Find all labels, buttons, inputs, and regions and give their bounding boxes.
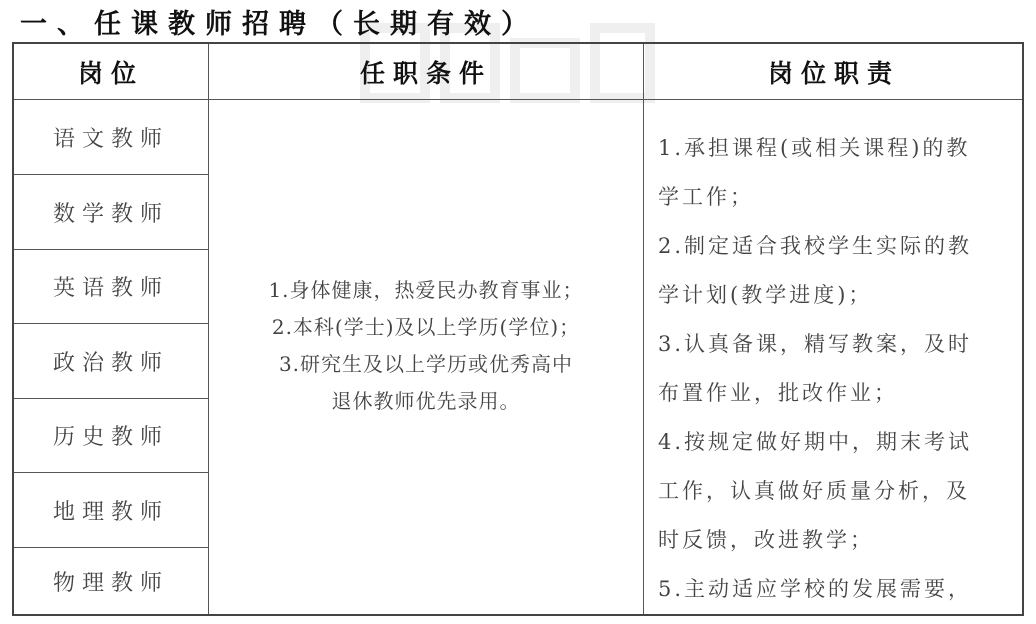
post-cell: 历史教师 xyxy=(52,425,169,450)
requirement-line: 2.本科(学士)及以上学历(学位)； xyxy=(271,315,581,339)
header-post: 岗位 xyxy=(77,59,144,88)
duty-line: 学工作； xyxy=(658,185,754,209)
section-title: 一、任课教师招聘（长期有效） xyxy=(20,9,538,40)
duty-line: 学计划(教学进度)； xyxy=(658,283,873,307)
column-divider xyxy=(643,44,644,614)
requirement-line: 3.研究生及以上学历或优秀高中 xyxy=(278,352,574,376)
header-duties: 岗位职责 xyxy=(767,59,900,88)
requirement-line: 退休教师优先录用。 xyxy=(331,389,521,413)
post-cell: 数学教师 xyxy=(52,201,169,227)
post-cell: 语文教师 xyxy=(52,126,169,152)
post-cell: 地理教师 xyxy=(52,499,169,525)
duty-line: 3.认真备课，精写教案，及时 xyxy=(658,332,973,356)
requirement-line: 1.身体健康，热爱民办教育事业； xyxy=(268,278,584,302)
post-cell: 英语教师 xyxy=(52,276,169,301)
duty-line: 5.主动适应学校的发展需要， xyxy=(658,577,973,601)
requirements-cell xyxy=(209,272,643,420)
duty-line: 2.制定适合我校学生实际的教 xyxy=(658,234,973,258)
duty-line: 4.按规定做好期中，期末考试 xyxy=(658,430,973,454)
duty-line: 1.承担课程(或相关课程)的教 xyxy=(658,136,971,160)
post-cell: 物理教师 xyxy=(52,570,169,596)
header-requirements: 任职条件 xyxy=(359,59,492,88)
duty-line: 工作，认真做好质量分析，及 xyxy=(658,479,970,503)
duties-cell xyxy=(658,124,1022,614)
duty-line: 布置作业，批改作业； xyxy=(658,381,898,405)
post-cell: 政治教师 xyxy=(52,350,169,376)
recruitment-table xyxy=(12,42,1024,616)
duty-line: 时反馈，改进教学； xyxy=(658,528,874,552)
